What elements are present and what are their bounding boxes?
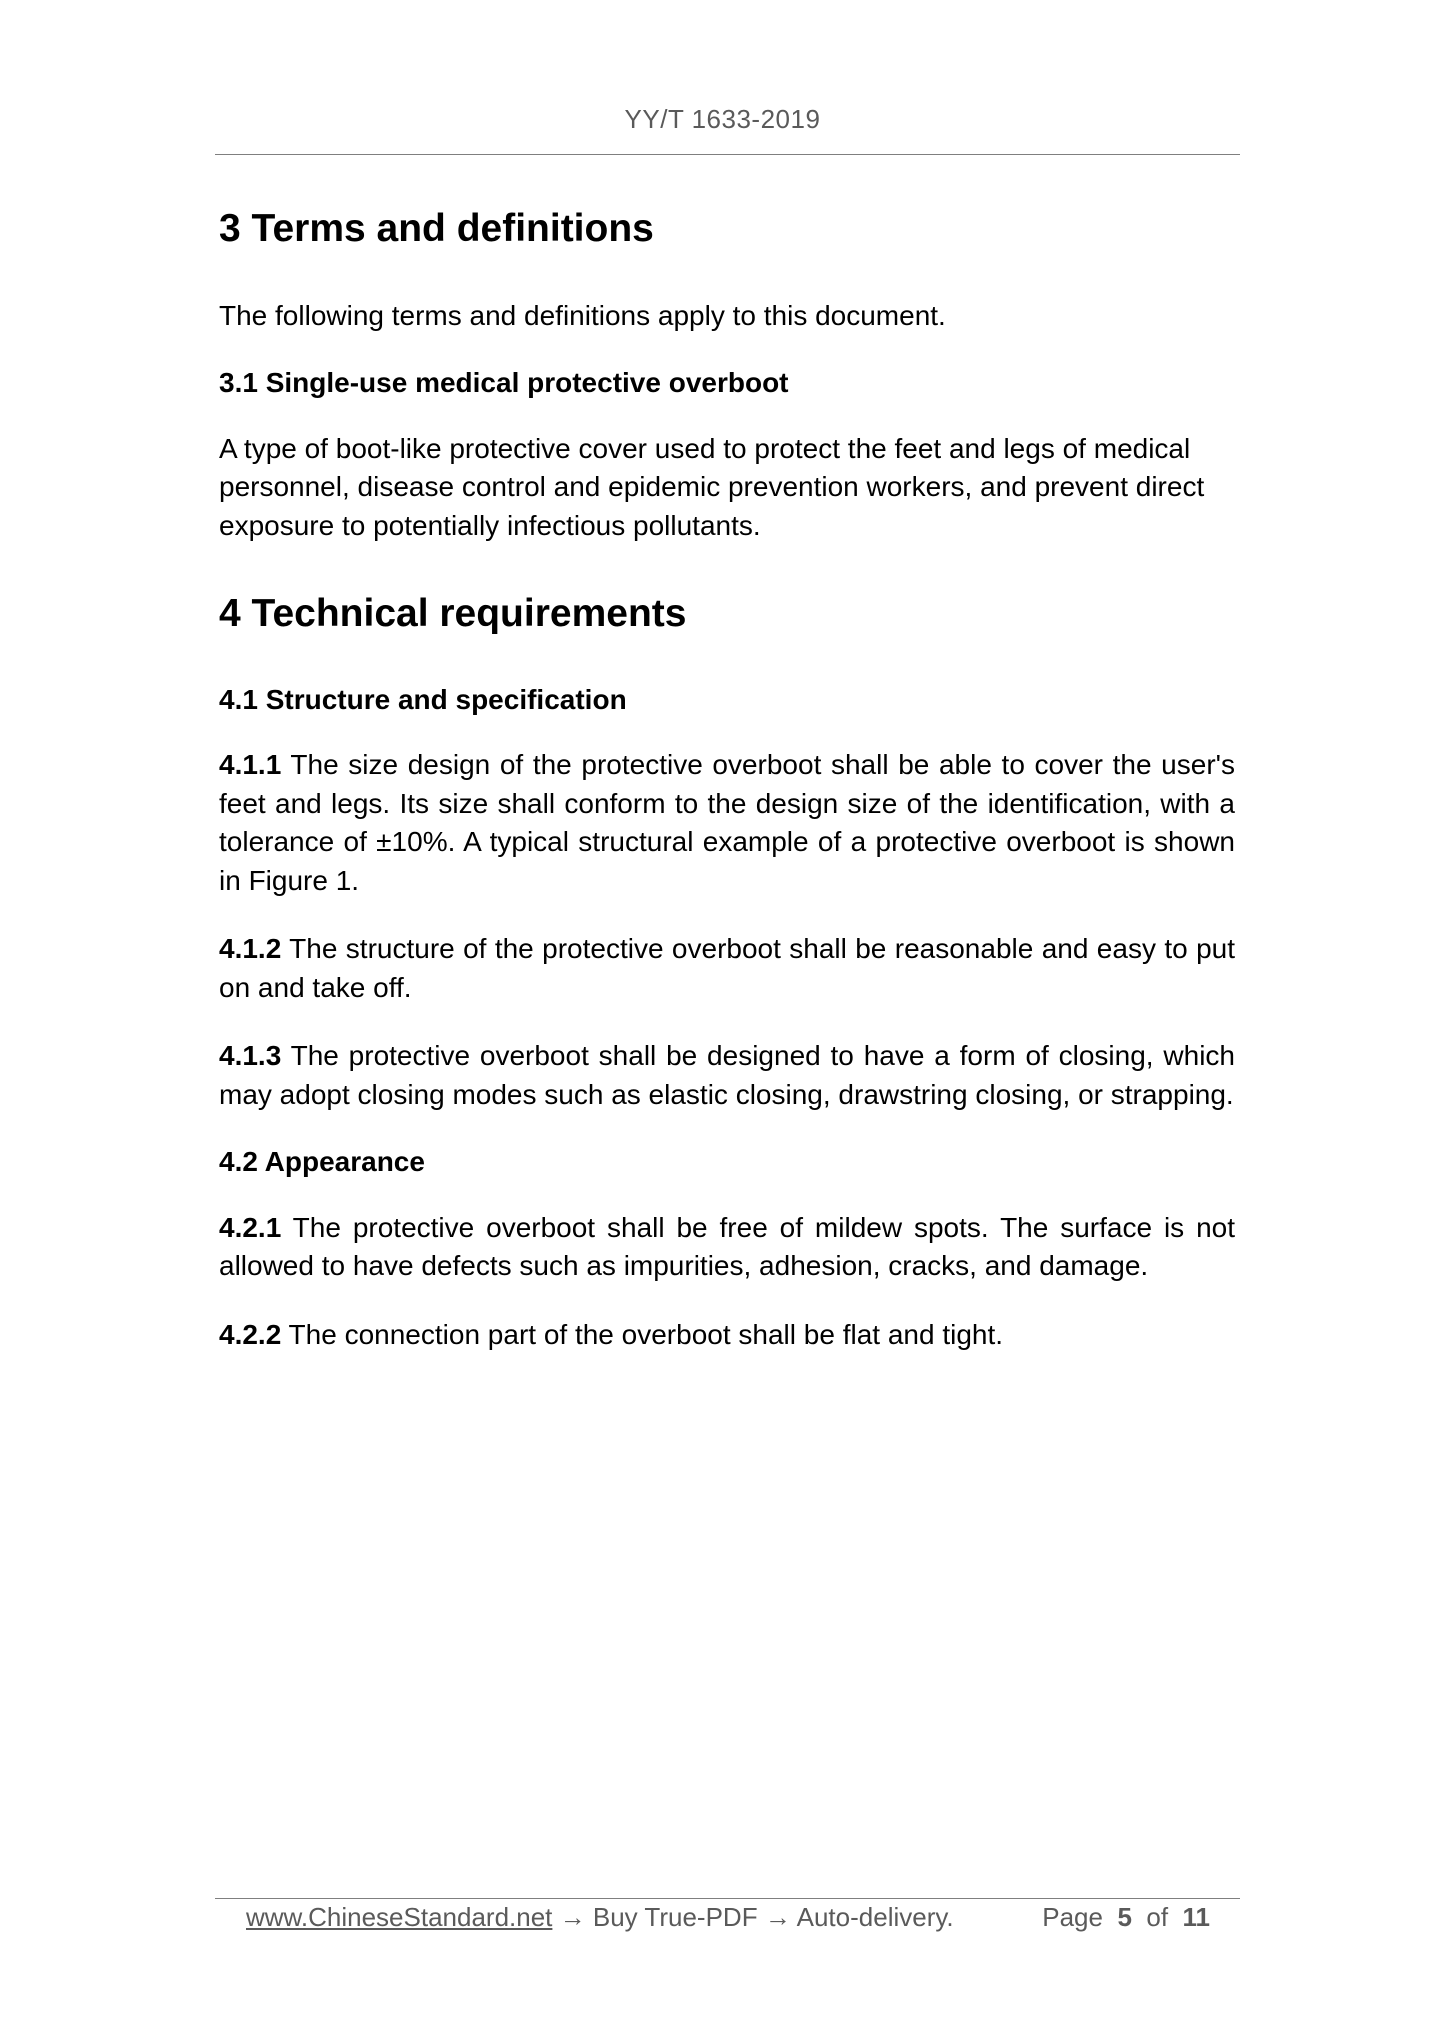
clause-number: 4.2.2: [219, 1318, 282, 1350]
clause-text: The structure of the protective overboot shall be reasonable and easy to put on and take off.: [219, 933, 1235, 1003]
clause-4-1-1: [219, 746, 1235, 900]
clause-4-2-1: [219, 1209, 1235, 1286]
clause-number: 4.1.3: [219, 1040, 282, 1072]
clause-text: The protective overboot shall be designed to have a form of closing, which may adopt closing modes such as elastic closing, drawstring closing, or strapping.: [219, 1040, 1235, 1110]
page-body: [219, 206, 1235, 1354]
clause-number: 4.1.1: [219, 749, 282, 781]
clause-number: 4.2.1: [219, 1211, 282, 1243]
current-page-number: 5: [1117, 1902, 1132, 1932]
auto-delivery-text: Auto-delivery.: [796, 1902, 954, 1932]
arrow-right-icon: →: [764, 1902, 791, 1932]
section-4-heading: 4 Technical requirements: [219, 592, 687, 636]
arrow-right-icon: →: [559, 1902, 586, 1932]
footer-divider: [215, 1898, 1240, 1899]
term-3-1-heading: 3.1 Single-use medical protective overboot: [219, 367, 789, 399]
section-3-heading: 3 Terms and definitions: [219, 207, 654, 250]
total-pages-number: 11: [1182, 1902, 1210, 1932]
page-footer: [246, 1902, 1226, 1942]
footer-promo: [246, 1902, 954, 1933]
term-3-1-definition: A type of boot-like protective cover used to protect the feet and legs of medical personnel, disease control and epidemic prevention workers, and prevent direct exposure to potentially infectious pollutants.: [219, 432, 1205, 541]
clause-4-2-2: [219, 1316, 1235, 1355]
page-of-label: of: [1146, 1902, 1169, 1932]
document-code-header: YY/T 1633-2019: [624, 104, 821, 134]
header-divider: [215, 154, 1240, 155]
page-label: Page: [1042, 1902, 1103, 1932]
section-3-intro: The following terms and definitions apply to this document.: [219, 299, 946, 331]
clause-number: 4.1.2: [219, 933, 282, 965]
subsection-4-2-heading: 4.2 Appearance: [219, 1146, 425, 1178]
clause-text: The connection part of the overboot shall be flat and tight.: [281, 1318, 1004, 1350]
clause-text: The size design of the protective overboot shall be able to cover the user's feet and legs. Its size shall conform to the design size of the identification, with a tolerance of ±10%. A typical structural example of a protective overboot is shown in Figure 1.: [219, 749, 1235, 896]
chinesestandard-link[interactable]: www.ChineseStandard.net: [246, 1902, 553, 1932]
page-indicator: [1042, 1902, 1210, 1933]
subsection-4-1-heading: 4.1 Structure and specification: [219, 683, 627, 715]
clause-4-1-2: [219, 930, 1235, 1007]
buy-true-pdf-text: Buy True-PDF: [592, 1902, 758, 1932]
clause-text: The protective overboot shall be free of mildew spots. The surface is not allowed to have defects such as impurities, adhesion, cracks, and damage.: [219, 1211, 1235, 1282]
clause-4-1-3: [219, 1037, 1235, 1114]
